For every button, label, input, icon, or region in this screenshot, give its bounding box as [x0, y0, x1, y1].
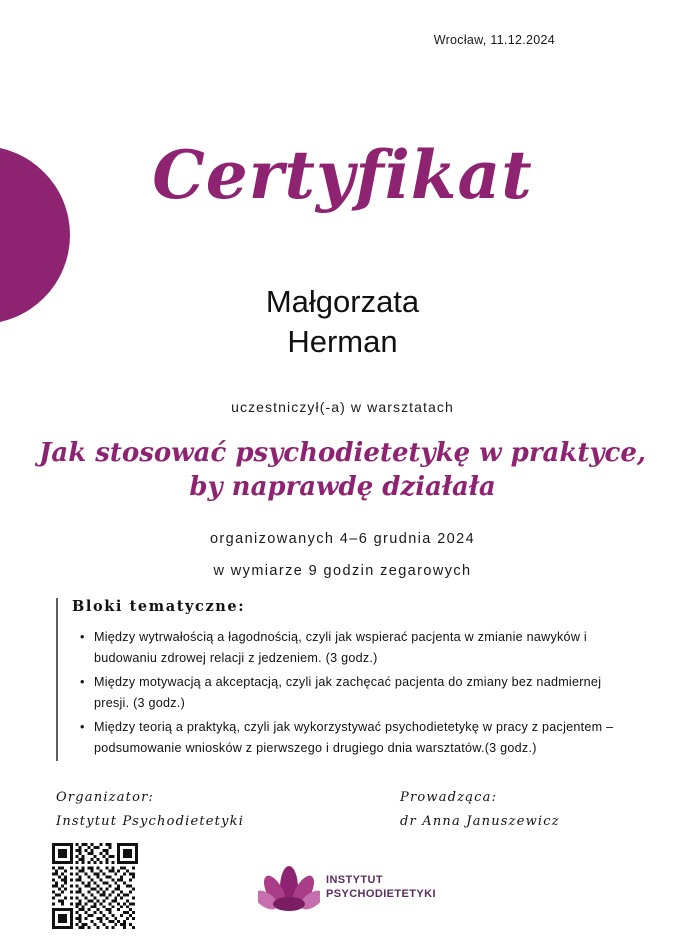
thematic-blocks-list [72, 627, 636, 759]
list-item: • Między motywacją a akceptacją, czyli jak zachęcać pacjenta do zmiany bez nadmiernej presji. (3 godz.) [94, 672, 636, 715]
list-item: • Między wytrwałością a łagodnością, czyli jak wspierać pacjenta w zmianie nawyków i budowaniu zdrowej relacji z jedzeniem. (3 godz.) [94, 627, 636, 670]
workshop-title-line-2: by naprawdę działała [189, 472, 496, 503]
recipient-first-name: Małgorzata [265, 284, 420, 319]
organized-date-text: organizowanych 4–6 grudnia 2024 [209, 531, 476, 547]
list-item: • Między teorią a praktyką, czyli jak wykorzystywać psychodietetykę w pracy z pacjentem – podsumowanie wniosków z pierwszego i drugiego dnia warsztatów.(3 godz.) [94, 717, 636, 760]
thematic-blocks-section [56, 598, 636, 761]
logo-text [326, 874, 436, 902]
leader-name: dr Anna Januszewicz [400, 814, 560, 830]
thematic-blocks-heading: Bloki tematyczne: [72, 598, 246, 615]
page-title: Certyfikat [152, 136, 533, 214]
duration-text: w wymiarze 9 godzin zegarowych [213, 563, 472, 579]
recipient-last-name: Herman [287, 324, 398, 360]
recipient-name [0, 282, 685, 363]
organizer-name: Instytut Psychodietetyki [56, 814, 245, 830]
logo-line-2: PSYCHODIETETYKI [326, 887, 436, 900]
organizer-role-label: Organizator: [56, 790, 155, 805]
leader-signature [400, 786, 560, 834]
lotus-flower-icon [258, 858, 320, 916]
participation-text: uczestniczył(-a) w warsztatach [231, 399, 454, 415]
workshop-title-line-1: Jak stosować psychodietetykę w praktyce, [39, 438, 646, 468]
logo-line-1: INSTYTUT [326, 874, 383, 886]
workshop-title [0, 436, 685, 505]
organizer-signature [56, 786, 244, 834]
qr-code-icon [52, 843, 138, 929]
leader-role-label: Prowadząca: [400, 790, 498, 805]
issue-date: Wrocław, 11.12.2024 [433, 33, 555, 47]
institute-logo [258, 858, 436, 920]
